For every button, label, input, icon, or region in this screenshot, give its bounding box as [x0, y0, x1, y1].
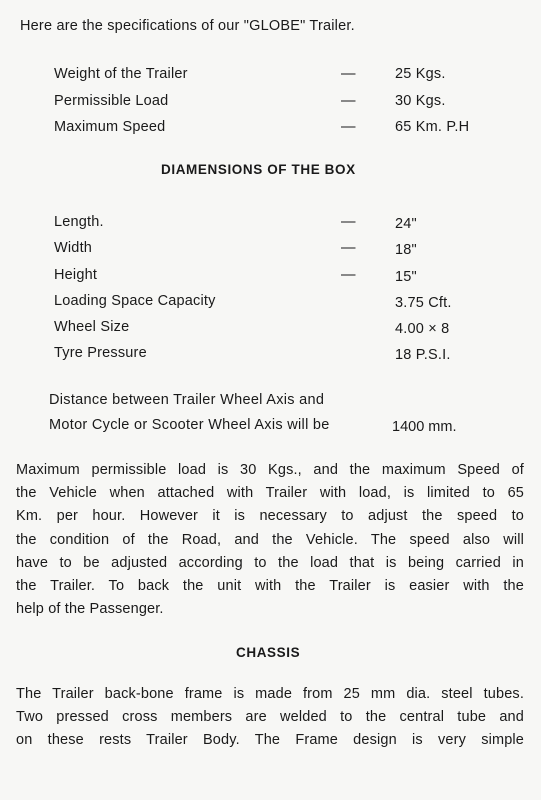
spec-label-width: Width — [54, 240, 93, 256]
paragraph-line: Maximum permissible load is 30 Kgs., and the maximum Speed of — [16, 462, 524, 478]
spec-label-permissible-load: Permissible Load — [54, 93, 169, 109]
paragraph-line: Two pressed cross members are welded to the central tube and — [16, 709, 524, 726]
spec-value-loading-capacity: 3.75 Cft. — [395, 295, 452, 311]
distance-value: 1400 mm. — [392, 419, 457, 435]
spec-label-loading-capacity: Loading Space Capacity — [54, 293, 216, 309]
paragraph-line: Km. per hour. However it is necessary to adjust the speed to — [16, 508, 524, 525]
paragraph-line: the Vehicle when attached with Trailer with load, is limited to 65 — [16, 485, 524, 502]
paragraph-line: help of the Passenger. — [16, 601, 164, 618]
load-speed-paragraph — [16, 459, 524, 621]
chassis-heading: CHASSIS — [236, 645, 301, 660]
spec-dash-height: — — [341, 267, 356, 283]
spec-value-width: 18" — [395, 242, 417, 258]
spec-value-permissible-load: 30 Kgs. — [395, 93, 446, 109]
spec-value-max-speed: 65 Km. P.H — [395, 119, 470, 135]
spec-label-max-speed: Maximum Speed — [54, 119, 166, 135]
chassis-paragraph — [16, 683, 524, 753]
paragraph-line: on these rests Trailer Body. The Frame design is very simple — [16, 732, 524, 749]
spec-value-height: 15" — [395, 269, 417, 285]
spec-label-length: Length. — [54, 214, 104, 230]
paragraph-line: have to be adjusted according to the load that is being carried in — [16, 554, 524, 571]
paragraph-line: the Trailer. To back the unit with the Trailer is easier with the — [16, 578, 524, 595]
spec-value-length: 24" — [395, 216, 417, 232]
box-dimensions-heading: DIAMENSIONS OF THE BOX — [161, 162, 356, 177]
spec-dash-weight: — — [341, 66, 356, 82]
spec-label-height: Height — [54, 267, 98, 283]
spec-dash-permissible-load: — — [341, 93, 356, 109]
spec-label-wheel-size: Wheel Size — [54, 319, 130, 335]
paragraph-line: The Trailer back-bone frame is made from 25 mm dia. steel tubes. — [16, 686, 524, 702]
spec-value-tyre-pressure: 18 P.S.I. — [395, 347, 451, 363]
distance-text-line1: Distance between Trailer Wheel Axis and — [49, 392, 325, 408]
paragraph-line: the condition of the Road, and the Vehicle. The speed also will — [16, 531, 524, 548]
spec-value-weight: 25 Kgs. — [395, 66, 446, 82]
intro-text: Here are the specifications of our "GLOBE" Trailer. — [20, 18, 355, 34]
spec-value-wheel-size: 4.00 × 8 — [395, 321, 450, 337]
spec-label-tyre-pressure: Tyre Pressure — [54, 345, 147, 361]
spec-dash-max-speed: — — [341, 119, 356, 135]
spec-label-weight: Weight of the Trailer — [54, 66, 188, 82]
distance-text-line2: Motor Cycle or Scooter Wheel Axis will be — [49, 417, 330, 433]
spec-dash-width: — — [341, 240, 356, 256]
spec-dash-length: — — [341, 214, 356, 230]
